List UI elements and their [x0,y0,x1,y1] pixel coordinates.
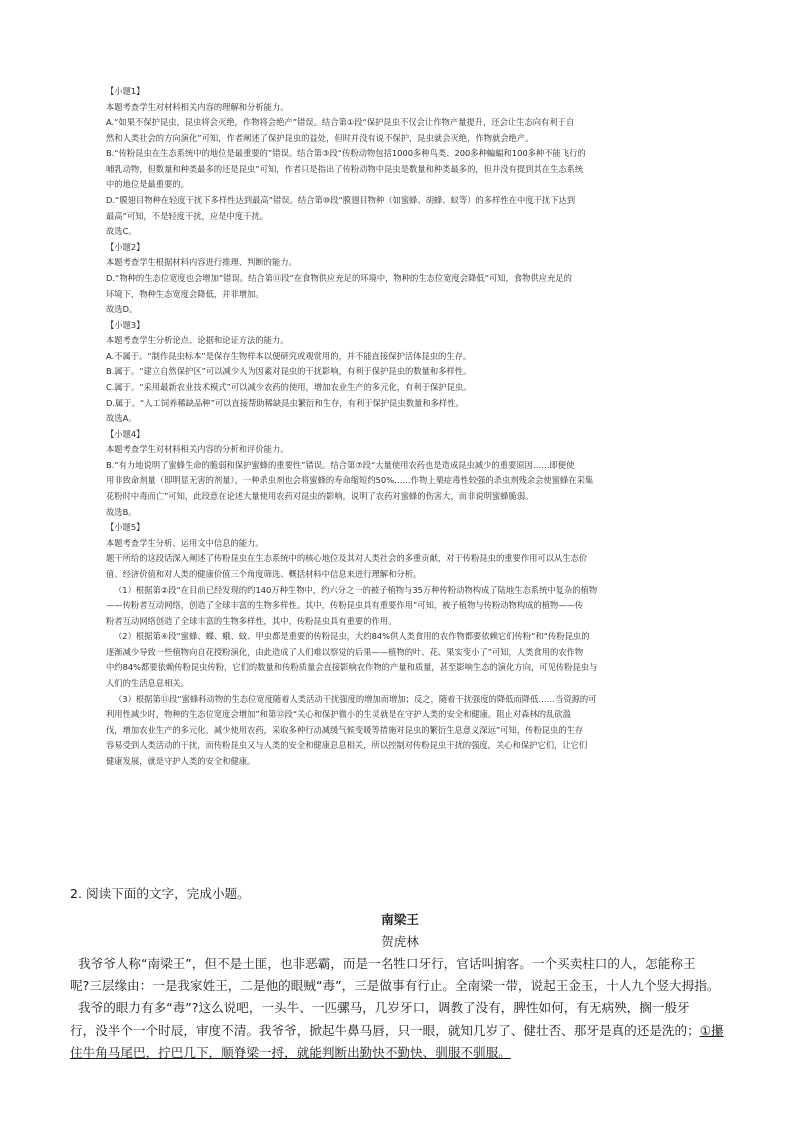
answer-line: 伐，增加农业生产的多元化，减少使用农药，采取多种行动减缓气候变暖等措施对昆虫的繁衍生息意义深远”可知，传粉昆虫的生存 [106,724,584,735]
story-line [70,1020,730,1042]
answer-line: D.“膜翅目物种在轻度干扰下多样性达到最高”错误。结合第⑩段“膜翅目物种（如蜜蜂、胡蜂、蚁等）的多样性在中度干扰下达到 [106,195,576,206]
answer-line: 本题考查学生分析、运用文中信息的能力。 [106,537,264,548]
answer-line: 【小题2】 [106,241,145,252]
answer-line: 容易受到人类活动的干扰，而传粉昆虫又与人类的安全和健康息息相关，所以控制对传粉昆虫干扰的强度，关心和保护它们，让它们 [106,740,588,751]
answer-line: 值、经济价值和对人类的健康价值三个角度筛选、概括材料中信息来进行理解和分析。 [106,568,422,579]
answer-line: B.“有力地说明了蜜蜂生命的脆弱和保护蜜蜂的重要性”错误。结合第⑦段“大量使用农药也是造成昆虫减少的重要原因……即便使 [106,459,575,470]
answer-line: 最高”可知，不是轻度干扰，应是中度干扰。 [106,210,268,221]
answer-line: 【小题1】 [106,86,145,96]
answer-explanations [106,84,692,769]
story-body [70,953,730,1064]
story-author: 贺虎林 [381,934,419,949]
answer-line: 然和人类社会的方向演化”可知，作者阐述了保护昆虫的益处，但时并没有说不保护，昆虫就会灭绝，作物就会绝产。 [106,132,534,143]
answer-line: D.属于。“人工饲养稀缺品种”可以直接帮助稀缺昆虫繁衍和生存，有利于保护昆虫数量和多样性。 [106,397,464,408]
answer-line: （1）根据第②段“在目前已经发现的约140万种生物中，约六分之一的被子植物与35万种传粉动物构成了陆地生态系统中复杂的植物 [114,584,598,595]
answer-line: B.属于。“建立自然保护区”可以减少人为因素对昆虫的干扰影响，有利于保护昆虫的数量和多样性。 [106,366,472,377]
story-line-underlined: 住牛角马尾巴，拧巴几下，顺脊梁一捋，就能判断出勤快不勤快、驯服不驯服。 [70,1044,511,1060]
story-line: 呢?三层缘由：一是我家姓王，二是他的眼贼“毒”，三是做事有行止。全南梁一带，说起王金玉，十人九个竖大拇指。 [70,978,720,994]
answer-line: 粉者互动网络创造了全球丰富的生物多样性，其中，传粉昆虫具有重要的作用。 [106,615,397,626]
story-title: 南梁王 [381,912,419,927]
story-line: 我爷爷人称“南梁王”，但不是土匪，也非恶霸，而是一名牲口牙行，官话叫掮客。一个买卖柱口的人，怎能称王 [78,956,696,971]
answer-line: 环境下，物种生态宽度会降低，并非增加。 [106,288,264,299]
answer-line: 【小题3】 [106,319,145,330]
answer-line: 中的地位是最重要的。 [106,179,189,190]
answer-line: 【小题5】 [106,522,145,533]
answer-line: 故选A。 [106,413,137,424]
answer-line: 故选B。 [106,506,137,517]
answer-line: C.属于。“采用最新农业技术模式”可以减少农药的使用，增加农业生产的多元化，有利于保护昆虫。 [106,381,472,392]
answer-line: D.“物种的生态位宽度也会增加”错误。结合第⑪段“在食物供应充足的环境中，物种的生态位宽度会降低”可知，食物供应充足的 [106,272,572,283]
answer-line: （2）根据第④段“蜜蜂、蝶、蛾、蚊、甲虫都是重要的传粉昆虫，大约84%供人类食用的农作物都要依赖它们传粉”和“传粉昆虫的 [114,631,590,642]
answer-line: 健康发展，就是守护人类的安全和健康。 [106,755,256,766]
answer-line: 题干所给的这段话深入阐述了传粉昆虫在生态系统中的核心地位及其对人类社会的多重贡献，对于传粉昆虫的重要作用可以从生态价 [106,553,588,564]
answer-line: 花粉时中毒而亡”可知，此段意在论述大量使用农药对昆虫的影响，说明了农药对蜜蜂的伤害大，而非说明蜜蜂脆弱。 [106,491,534,502]
answer-line: 中约84%都要依赖传粉昆虫传粉，它们的数量和传粉质量会直接影响农作物的产量和质量，甚至影响生态的演化方向，可见传粉昆虫与 [106,662,598,673]
answer-line: 故选D。 [106,304,138,315]
story-line: 我爷的眼力有多“毒”?这么说吧，一头牛、一匹骡马，几岁牙口，调教了没有，脾性如何，有无病殃，搁一般牙 [78,1000,690,1016]
question-heading: 2. 阅读下面的文字，完成小题。 [70,886,250,901]
answer-line: A.“如果不保护昆虫，昆虫将会灭绝，作物将会绝产”错误。结合第①段“保护昆虫不仅会让作物产量提升，还会让生态向有利于自 [106,117,575,128]
question-2-section [70,884,730,1064]
story-line-plain-part: 行，没半个一个时辰，审度不清。我爷爷，掀起牛鼻马唇，只一眼，就知几岁了、健壮否、那牙是真的还是洗的； [70,1022,700,1038]
answer-line: 故选C。 [106,226,137,237]
answer-line: 利用性减少时，物种的生态位宽度会增加”和第⑫段“关心和保护微小的生灵就是在守护人类的安全和健康。阻止对森林的乱砍滥 [106,709,571,720]
answer-line: 本题考查学生分析论点、论据和论证方法的能力。 [106,335,289,346]
answer-line: 人们的生活息息相关。 [106,677,189,688]
answer-line: 本题考查学生对材料相关内容的理解和分析能力。 [106,101,289,112]
answer-line: 用非致命剂量（即明显无害的剂量），一种杀虫剂也会将蜜蜂的寿命缩短约50%……作物上栗症毒性较强的杀虫剂残余会使蜜蜂在采集 [106,475,594,486]
answer-line: 逐渐减少导致一些植物向自花授粉演化，由此造成了人们难以察觉的后果——植物的叶、花、果实变小了”可知，人类食用的农作物 [106,646,584,657]
answer-line: 【小题4】 [106,428,145,439]
story-line-underlined-part: ①攥 [699,1022,724,1038]
answer-line: B.“传粉昆虫在生态系统中的地位是最重要的”错误。结合第③段“传粉动物包括1000多种鸟类、200多种蝙蝠和100多种不能飞行的 [106,148,586,159]
answer-line: （3）根据第⑪段“蜜蜂科动物的生态位宽度随着人类活动干扰强度的增加而增加；反之，随着干扰强度的降低而降低……当资源的可 [114,693,597,704]
answer-line: ——传粉者互动网络，创造了全球丰富的生物多样性。其中，传粉昆虫具有重要作用”可知，被子植物与传粉动物构成的植物——传 [106,600,584,611]
answer-line: 哺乳动物，但数量和种类最多的还是昆虫”可知，作者只是指出了传粉动物中昆虫是数量和种类最多的，但并没有提到其在生态系统 [106,163,584,174]
answer-line: 本题考查学生对材料相关内容的分析和评价能力。 [106,444,289,455]
answer-line: A.不属于。“制作昆虫标本”是保存生物样本以便研究或观赏用的，并不能直接保护活体昆虫的生存。 [106,350,472,361]
answer-line: 本题考查学生根据材料内容进行推理、判断的能力。 [106,257,297,268]
